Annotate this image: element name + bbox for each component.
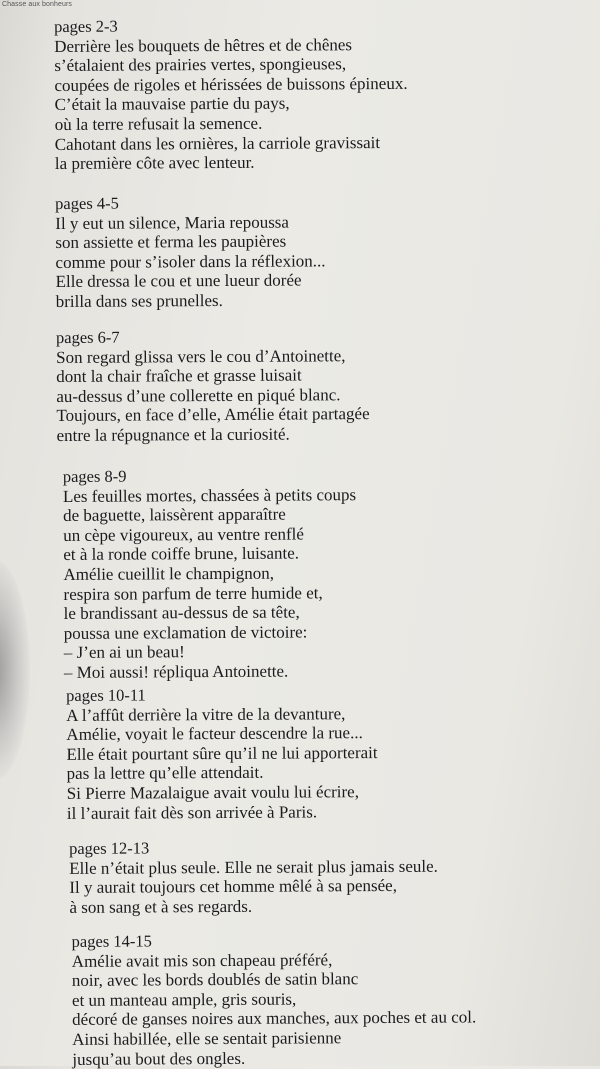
page-range-label: pages 8-9 [62,466,127,486]
passage-line: à son sang et à ses regards. [69,896,253,917]
passage-line: Amélie, voyait le facteur descendre la rue... [66,723,363,745]
passage-line: brilla dans ses prunelles. [55,290,223,311]
passage-line: et à la ronde coiffe brune, luisante. [63,543,300,565]
passage-block [54,15,408,174]
passage-line: décoré de ganses noires aux manches, aux poches et au col. [72,1007,477,1030]
passage-block [66,684,378,823]
page-range-label: pages 14-15 [71,931,152,951]
passage-line: noir, avec les bords doublés de satin blanc [71,969,359,991]
passage-line: Cahotant dans les ornières, la carriole gravissait [54,132,381,154]
passage-line: C’était la mauvaise partie du pays, [54,93,290,115]
passage-line: Il y aurait toujours cet homme mêlé à sa pensée, [69,876,397,898]
passage-line: son assiette et ferma les paupières [55,231,287,253]
passage-line: Il y eut un silence, Maria repoussa [55,212,290,233]
passage-line: de baguette, laissèrent apparaître [62,504,286,526]
page-range-label: pages 10-11 [66,685,146,705]
passage-line: Son regard glissa vers le cou d’Antoinette, [56,345,346,367]
passage-line: Elle n’était plus seule. Elle ne serait plus jamais seule. [69,856,438,878]
passage-line: – Moi aussi! répliqua Antoinette. [63,661,289,682]
passage-block [63,465,357,682]
passage-line: Elle dressa le cou et une lueur dorée [55,270,302,292]
passage-block [55,192,326,311]
passage-line: – J’en ai un beau! [63,642,185,663]
passage-line: pas la lettre qu’elle attendait. [66,763,264,784]
passage-line: le brandissant au-dessus de sa tête, [63,602,300,624]
passage-line: poussa une exclamation de victoire: [63,622,308,643]
passage-line: jusqu’au bout des ongles. [72,1048,246,1069]
passage-line: la première côte avec lenteur. [54,152,255,174]
passage-line: Elle était pourtant sûre qu’il ne lui apporterait [66,742,378,764]
page-range-label: pages 12-13 [69,838,150,858]
page-edge-shadow [0,560,30,780]
passage-line: un cèpe vigoureux, au ventre renflé [63,524,304,545]
page-range-label: pages 2-3 [54,16,118,36]
passage-line: Amélie cueillit le champignon, [63,563,275,584]
passage-line: entre la répugnance et la curiosité. [56,424,290,445]
passage-line: Si Pierre Mazalaigue avait voulu lui écrire, [66,782,359,803]
passage-line: où la terre refusait la semence. [54,113,263,134]
page-range-label: pages 4-5 [55,193,119,213]
passage-line: au-dessus d’une collerette en piqué blanc. [56,385,341,406]
passage-line: respira son parfum de terre humide et, [63,582,323,604]
passage-line: Toujours, en face d’elle, Amélie était partagée [56,404,370,426]
passage-line: A l’affût derrière la vitre de la devanture, [66,703,346,725]
passage-line: dont la chair fraîche et grasse luisait [56,365,302,387]
passage-line: Les feuilles mortes, chassées à petits coups [62,484,357,506]
passage-block [72,929,477,1069]
passage-line: Amélie avait mis son chapeau préféré, [71,949,333,971]
watermark: Chasse aux bonheurs [2,1,72,8]
passage-block [56,326,370,445]
page-range-label: pages 6-7 [55,327,120,347]
passage-block [69,837,438,918]
passage-line: Derrière les bouquets de hêtres et de chênes [54,34,353,56]
passage-line: coupées de rigoles et hérissées de buissons épineux. [54,73,408,95]
passage-line: il l’aurait fait dès son arrivée à Paris. [66,801,318,823]
passage-line: Ainsi habillée, elle se sentait parisienne [72,1028,342,1049]
passage-line: s’étalaient des prairies vertes, spongieuses, [54,54,347,76]
book-excerpt-text [54,14,594,1069]
passage-line: et un manteau ample, gris souris, [71,989,297,1010]
passage-line: comme pour s’isoler dans la réflexion... [55,251,326,272]
